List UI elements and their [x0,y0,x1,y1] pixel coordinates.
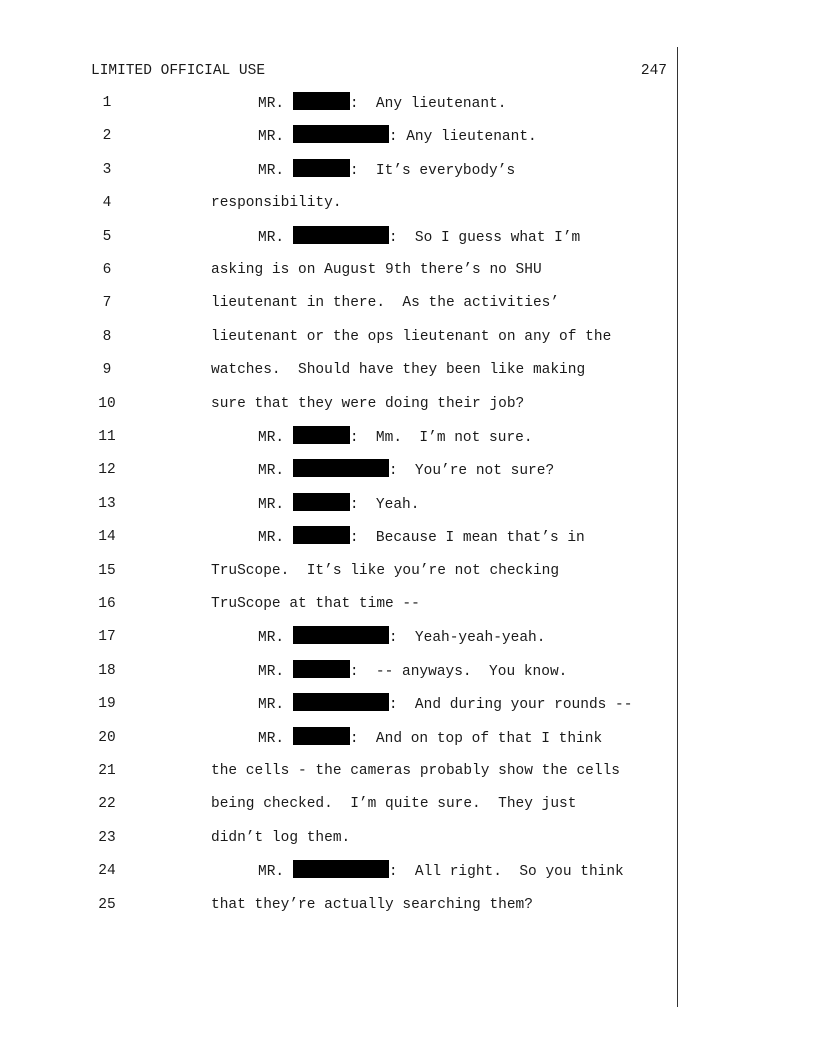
speaker-line [258,526,585,549]
speaker-separator: : [349,496,359,513]
transcript-line [0,626,816,648]
transcript-line [0,526,816,548]
transcript-line [0,226,816,248]
utterance-text: And on top of that I think [358,730,603,747]
redaction-block [293,159,350,177]
redaction-block [293,493,350,511]
speaker-prefix: MR. [258,496,293,513]
continuation-text: being checked. I’m quite sure. They just [211,796,577,813]
line-number: 23 [98,829,116,846]
line-number: 21 [98,763,116,779]
redaction-block [293,727,350,745]
line-number: 13 [98,495,116,512]
redaction-block [293,860,389,878]
transcript-line [0,125,816,147]
speaker-line [258,660,567,683]
utterance-text: Any lieutenant. [397,129,537,146]
utterance-text: Yeah. [358,496,420,513]
line-number: 17 [98,629,116,646]
line-number: 2 [102,128,112,145]
continuation-text: asking is on August 9th there’s no SHU [211,262,542,278]
page-header [91,61,667,81]
speaker-prefix: MR. [258,697,293,714]
transcript-line [0,292,816,314]
continuation-text: that they’re actually searching them? [211,896,533,913]
continuation-text: the cells - the cameras probably show the cells [211,763,620,779]
line-number: 1 [102,95,112,111]
speaker-prefix: MR. [258,663,293,680]
speaker-line [258,226,580,249]
speaker-separator: : [349,430,359,446]
continuation-text: lieutenant or the ops lieutenant on any of the [211,328,612,345]
speaker-separator: : [388,864,398,881]
speaker-line [258,626,545,649]
transcript-line [0,359,816,381]
transcript-line [0,727,816,749]
redaction-block [293,426,350,444]
speaker-prefix: MR. [258,463,293,480]
speaker-separator: : [349,530,359,547]
transcript-line [0,827,816,849]
speaker-prefix: MR. [258,430,293,446]
continuation-text: didn’t log them. [211,829,351,846]
utterance-text: Yeah-yeah-yeah. [397,630,546,647]
line-number: 4 [102,195,112,212]
transcript-line [0,326,816,348]
utterance-text: Mm. I’m not sure. [358,430,533,446]
utterance-text: Any lieutenant. [358,96,507,112]
speaker-prefix: MR. [258,864,293,881]
speaker-line [258,493,419,516]
speaker-prefix: MR. [258,129,293,146]
speaker-line [258,125,537,148]
speaker-separator: : [388,129,398,146]
speaker-line [258,727,602,750]
line-number: 18 [98,662,116,679]
line-number: 3 [102,161,112,178]
continuation-text: TruScope at that time -- [211,596,420,612]
continuation-text: sure that they were doing their job? [211,395,525,412]
speaker-separator: : [388,697,398,714]
transcript-line [0,860,816,882]
speaker-prefix: MR. [258,630,293,647]
continuation-text: watches. Should have they been like making [211,362,586,379]
transcript-line [0,459,816,481]
speaker-line [258,459,554,482]
line-number: 20 [98,729,116,746]
line-number: 9 [102,362,112,379]
line-number: 5 [102,228,112,245]
line-number: 25 [98,896,116,913]
utterance-text: Because I mean that’s in [358,530,585,547]
transcript-line [0,593,816,615]
speaker-separator: : [349,730,359,747]
line-number: 24 [98,863,116,880]
page-number: 247 [640,63,667,79]
speaker-separator: : [388,630,398,647]
utterance-text: So I guess what I’m [397,229,581,246]
transcript-line [0,894,816,916]
speaker-separator: : [349,663,359,680]
utterance-text: All right. So you think [397,864,624,881]
line-number: 10 [98,395,116,412]
line-number: 15 [98,562,116,579]
transcript-line [0,159,816,181]
transcript-line [0,793,816,815]
transcript-line [0,192,816,214]
continuation-text: responsibility. [211,195,342,212]
transcript-line [0,426,816,448]
transcript-line [0,393,816,415]
redaction-block [293,526,350,544]
redaction-block [293,693,389,711]
speaker-prefix: MR. [258,96,293,112]
speaker-prefix: MR. [258,229,293,246]
line-number: 14 [98,529,116,546]
speaker-separator: : [349,162,359,179]
redaction-block [293,125,389,143]
line-number: 7 [102,295,112,312]
transcript-line [0,493,816,515]
line-number: 8 [102,328,112,345]
line-number: 22 [98,796,116,813]
line-number: 19 [98,696,116,713]
speaker-line [258,860,624,883]
speaker-line [258,92,506,115]
transcript-line [0,259,816,281]
continuation-text: lieutenant in there. As the activities’ [211,295,560,312]
line-number: 12 [98,462,116,479]
line-number: 11 [98,429,116,445]
redaction-block [293,226,389,244]
speaker-line [258,159,515,182]
transcript-line [0,693,816,715]
redaction-block [293,660,350,678]
speaker-separator: : [388,463,398,480]
speaker-prefix: MR. [258,530,293,547]
classification-label: LIMITED OFFICIAL USE [91,63,266,79]
utterance-text: You’re not sure? [397,463,555,480]
transcript-line [0,760,816,782]
redaction-block [293,626,389,644]
transcript-line [0,660,816,682]
redaction-block [293,459,389,477]
redaction-block [293,92,350,110]
speaker-line [258,426,533,449]
line-number: 16 [98,596,116,612]
speaker-line [258,693,632,716]
speaker-separator: : [349,96,359,112]
continuation-text: TruScope. It’s like you’re not checking [211,562,560,579]
utterance-text: -- anyways. You know. [358,663,568,680]
speaker-prefix: MR. [258,162,293,179]
utterance-text: And during your rounds -- [397,697,633,714]
transcript-line [0,560,816,582]
transcript-line [0,92,816,114]
speaker-separator: : [388,229,398,246]
line-number: 6 [102,262,112,278]
speaker-prefix: MR. [258,730,293,747]
utterance-text: It’s everybody’s [358,162,516,179]
